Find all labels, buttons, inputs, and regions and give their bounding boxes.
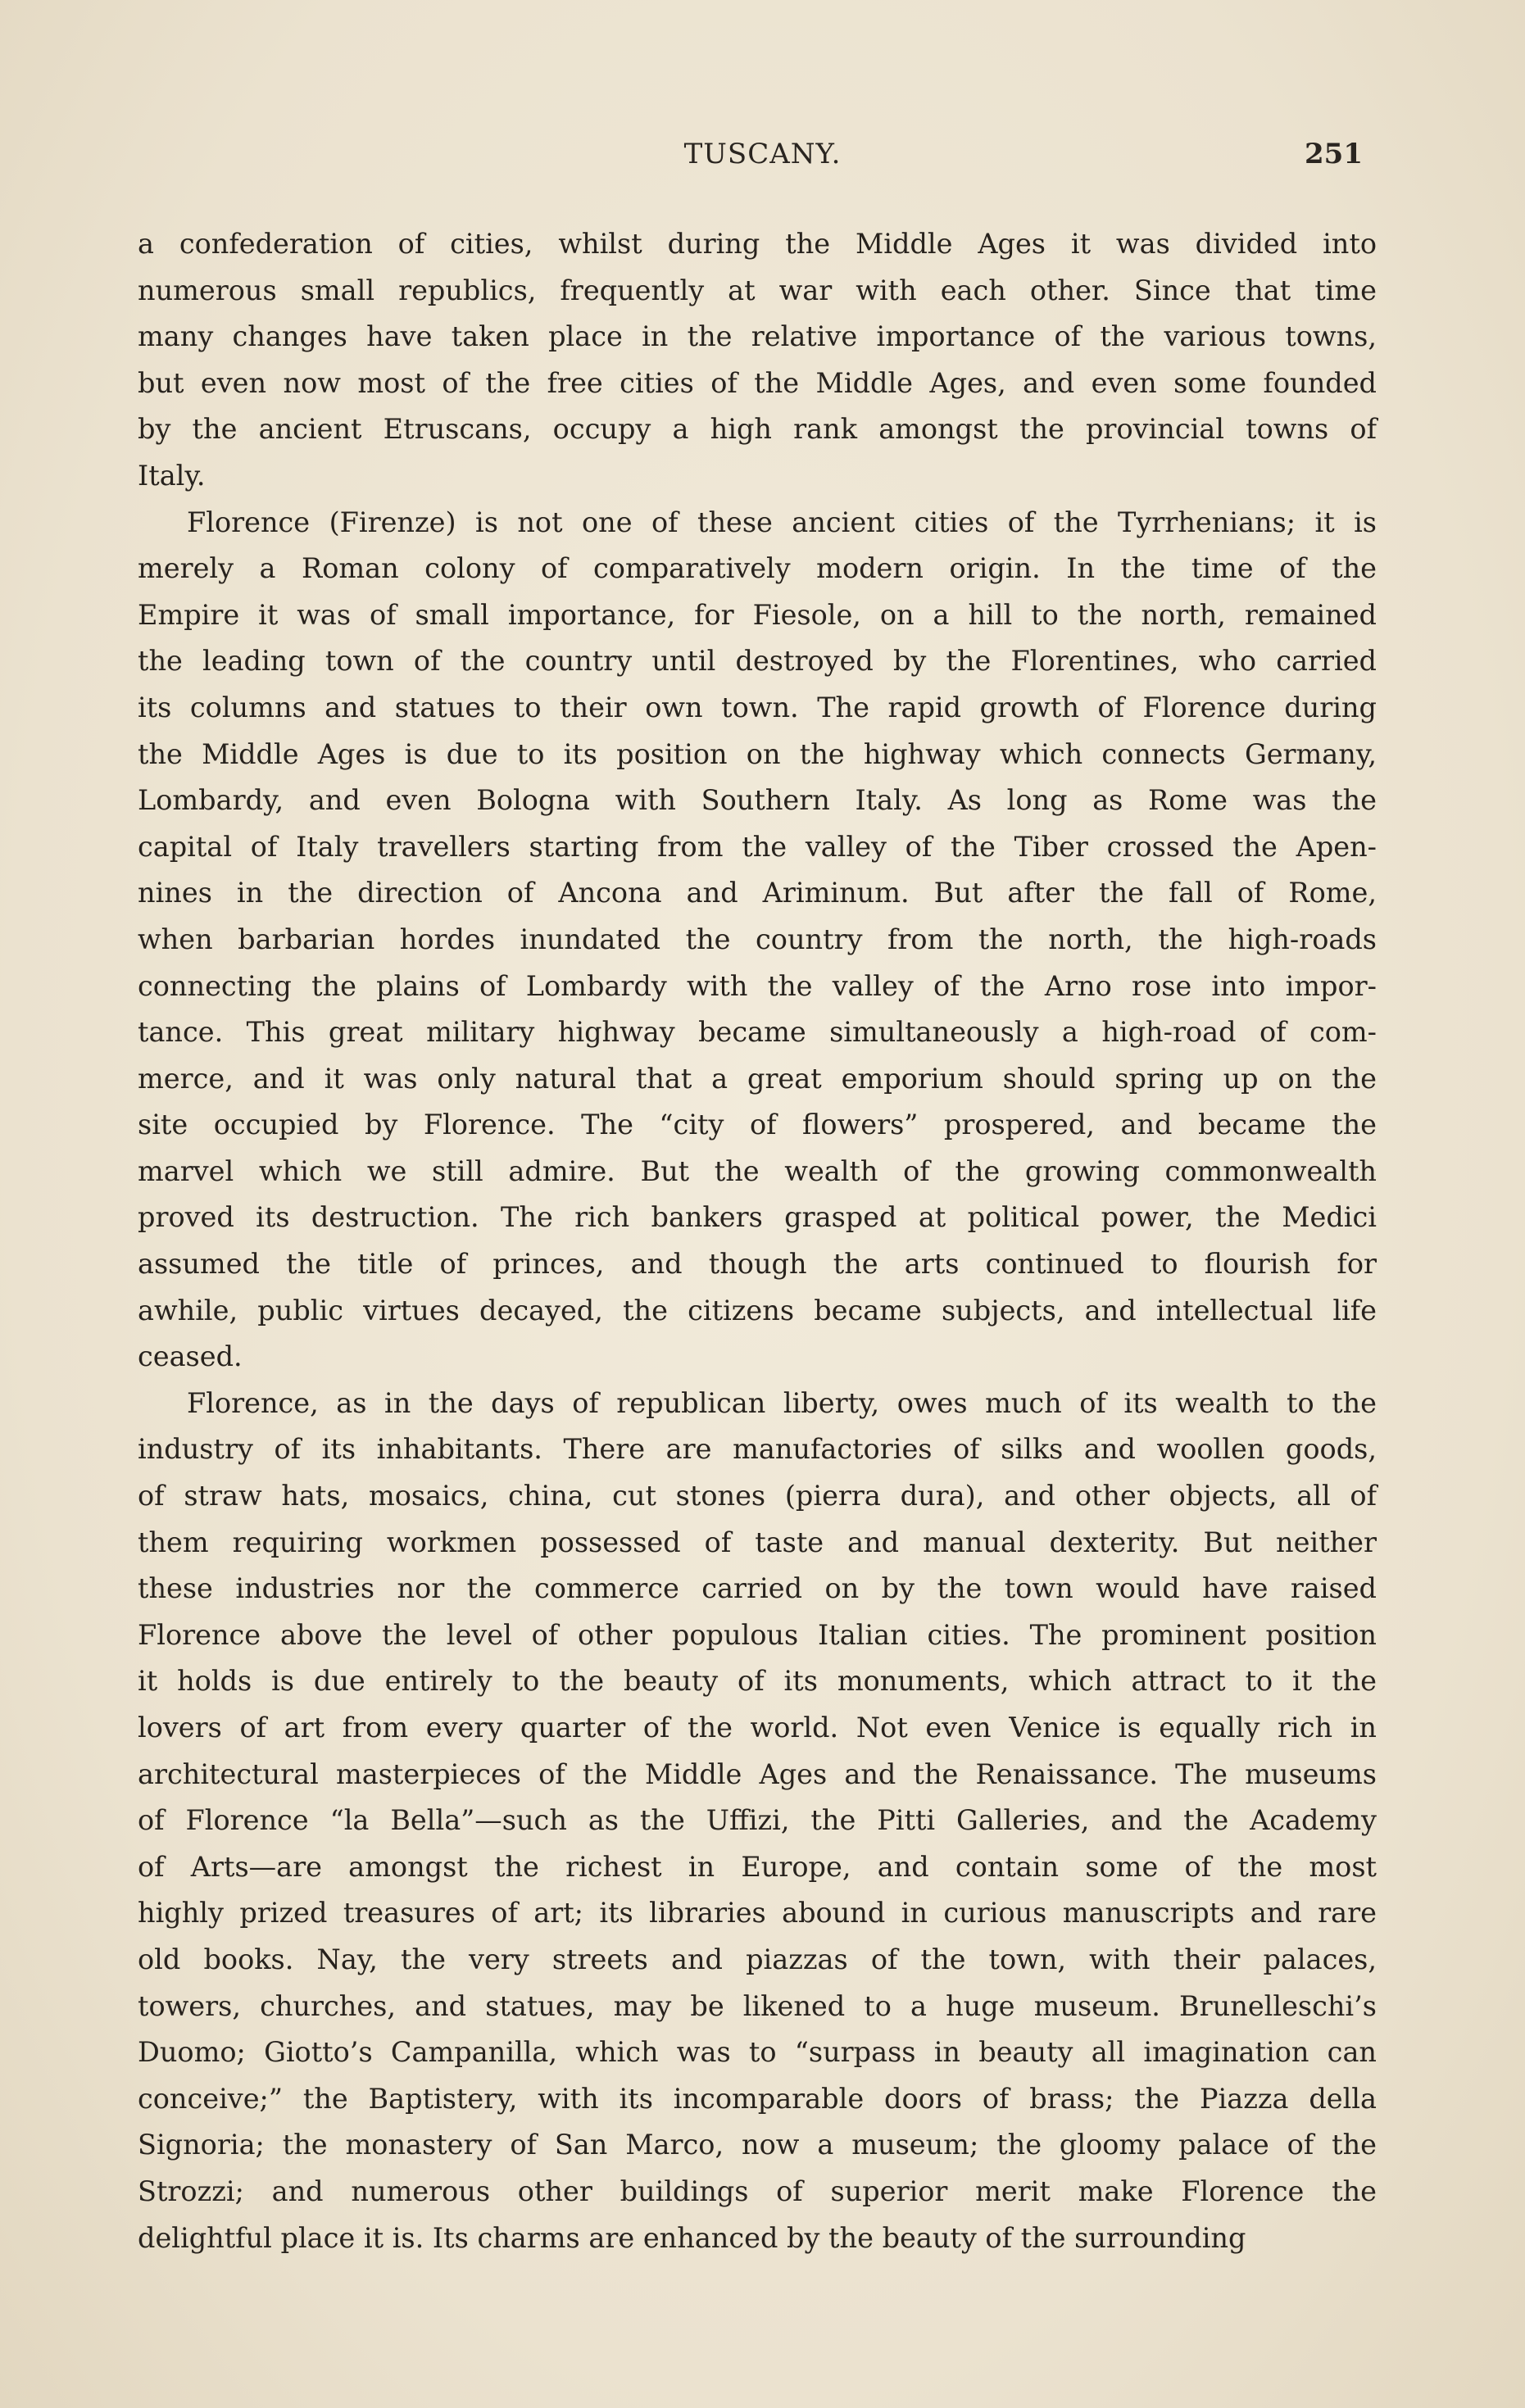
text-line: connecting the plains of Lombardy with the valley of the Arno rose into impor- bbox=[138, 969, 1377, 1002]
text-line: architectural masterpieces of the Middle Ages and the Renaissance. The museums bbox=[138, 1757, 1377, 1790]
text-line: Florence (Firenze) is not one of these ancient cities of the Tyrrhenians; it is bbox=[187, 506, 1377, 538]
text-line: assumed the title of princes, and though the arts continued to flourish for bbox=[138, 1248, 1377, 1281]
page-number: 251 bbox=[1305, 138, 1363, 170]
text-line: these industries nor the commerce carried on by the town would have raised bbox=[138, 1572, 1377, 1605]
text-line: its columns and statues to their own town. The rapid growth of Florence during bbox=[138, 691, 1377, 723]
text-line: lovers of art from every quarter of the world. Not even Venice is equally rich in bbox=[138, 1712, 1377, 1744]
text-line: Strozzi; and numerous other buildings of superior merit make Florence the bbox=[138, 2174, 1377, 2207]
text-line: conceive;” the Baptistery, with its incomparable doors of brass; the Piazza della bbox=[138, 2082, 1377, 2115]
running-title: TUSCANY. bbox=[683, 138, 842, 170]
text-line: nines in the direction of Ancona and Ariminum. But after the fall of Rome, bbox=[138, 877, 1377, 909]
paragraph bbox=[138, 1381, 1377, 2261]
running-head bbox=[0, 138, 1525, 187]
text-line: capital of Italy travellers starting from the valley of the Tiber crossed the Apen- bbox=[138, 830, 1377, 863]
body-text bbox=[138, 221, 1377, 2261]
text-line: site occupied by Florence. The “city of flowers” prospered, and became the bbox=[138, 1109, 1377, 1141]
text-line: merce, and it was only natural that a great emporium should spring up on the bbox=[138, 1062, 1377, 1095]
text-line: merely a Roman colony of comparatively modern origin. In the time of the bbox=[138, 552, 1377, 585]
text-line: a confederation of cities, whilst during the Middle Ages it was divided into bbox=[138, 228, 1377, 260]
paragraph bbox=[138, 500, 1377, 1381]
text-line: towers, churches, and statues, may be likened to a huge museum. Brunelleschi’s bbox=[138, 1989, 1377, 2022]
text-line: when barbarian hordes inundated the country from the north, the high-roads bbox=[138, 923, 1377, 955]
text-line: them requiring workmen possessed of taste and manual dexterity. But neither bbox=[138, 1526, 1377, 1558]
text-line: but even now most of the free cities of the Middle Ages, and even some founded bbox=[138, 366, 1377, 399]
text-line: Signoria; the monastery of San Marco, now a museum; the gloomy palace of the bbox=[138, 2129, 1377, 2161]
text-line: numerous small republics, frequently at war with each other. Since that time bbox=[138, 274, 1377, 306]
text-line: Florence above the level of other populous Italian cities. The prominent position bbox=[138, 1618, 1377, 1651]
text-line: of Florence “la Bella”—such as the Uffizi, the Pitti Galleries, and the Academy bbox=[138, 1804, 1377, 1837]
paragraph bbox=[138, 221, 1377, 500]
text-line: Florence, as in the days of republican liberty, owes much of its wealth to the bbox=[187, 1386, 1377, 1419]
text-line: Italy. bbox=[138, 459, 206, 492]
text-line: the Middle Ages is due to its position on the highway which connects Germany, bbox=[138, 737, 1377, 770]
text-line: highly prized treasures of art; its libraries abound in curious manuscripts and rare bbox=[138, 1897, 1377, 1930]
text-line: by the ancient Etruscans, occupy a high rank amongst the provincial towns of bbox=[138, 413, 1377, 446]
text-line: the leading town of the country until destroyed by the Florentines, who carried bbox=[138, 645, 1377, 678]
text-line: of Arts—are amongst the richest in Europe, and contain some of the most bbox=[138, 1850, 1377, 1883]
text-line: delightful place it is. Its charms are enhanced by the beauty of the surrounding bbox=[138, 2221, 1246, 2254]
text-line: Empire it was of small importance, for Fiesole, on a hill to the north, remained bbox=[138, 598, 1377, 631]
text-line: marvel which we still admire. But the wealth of the growing commonwealth bbox=[138, 1154, 1377, 1187]
text-line: it holds is due entirely to the beauty of its monuments, which attract to it the bbox=[138, 1665, 1377, 1698]
text-line: tance. This great military highway became simultaneously a high-road of com- bbox=[138, 1016, 1377, 1049]
text-line: awhile, public virtues decayed, the citizens became subjects, and intellectual life bbox=[138, 1294, 1377, 1326]
text-line: ceased. bbox=[138, 1340, 243, 1373]
text-line: proved its destruction. The rich bankers grasped at political power, the Medici bbox=[138, 1201, 1377, 1234]
text-line: Lombardy, and even Bologna with Southern Italy. As long as Rome was the bbox=[138, 784, 1377, 817]
text-line: Duomo; Giotto’s Campanilla, which was to “surpass in beauty all imagination can bbox=[138, 2036, 1377, 2069]
text-line: of straw hats, mosaics, china, cut stones (pierra dura), and other objects, all of bbox=[138, 1480, 1377, 1512]
text-line: many changes have taken place in the relative importance of the various towns, bbox=[138, 320, 1377, 353]
text-line: industry of its inhabitants. There are manufactories of silks and woollen goods, bbox=[138, 1433, 1377, 1466]
text-line: old books. Nay, the very streets and piazzas of the town, with their palaces, bbox=[138, 1943, 1377, 1975]
